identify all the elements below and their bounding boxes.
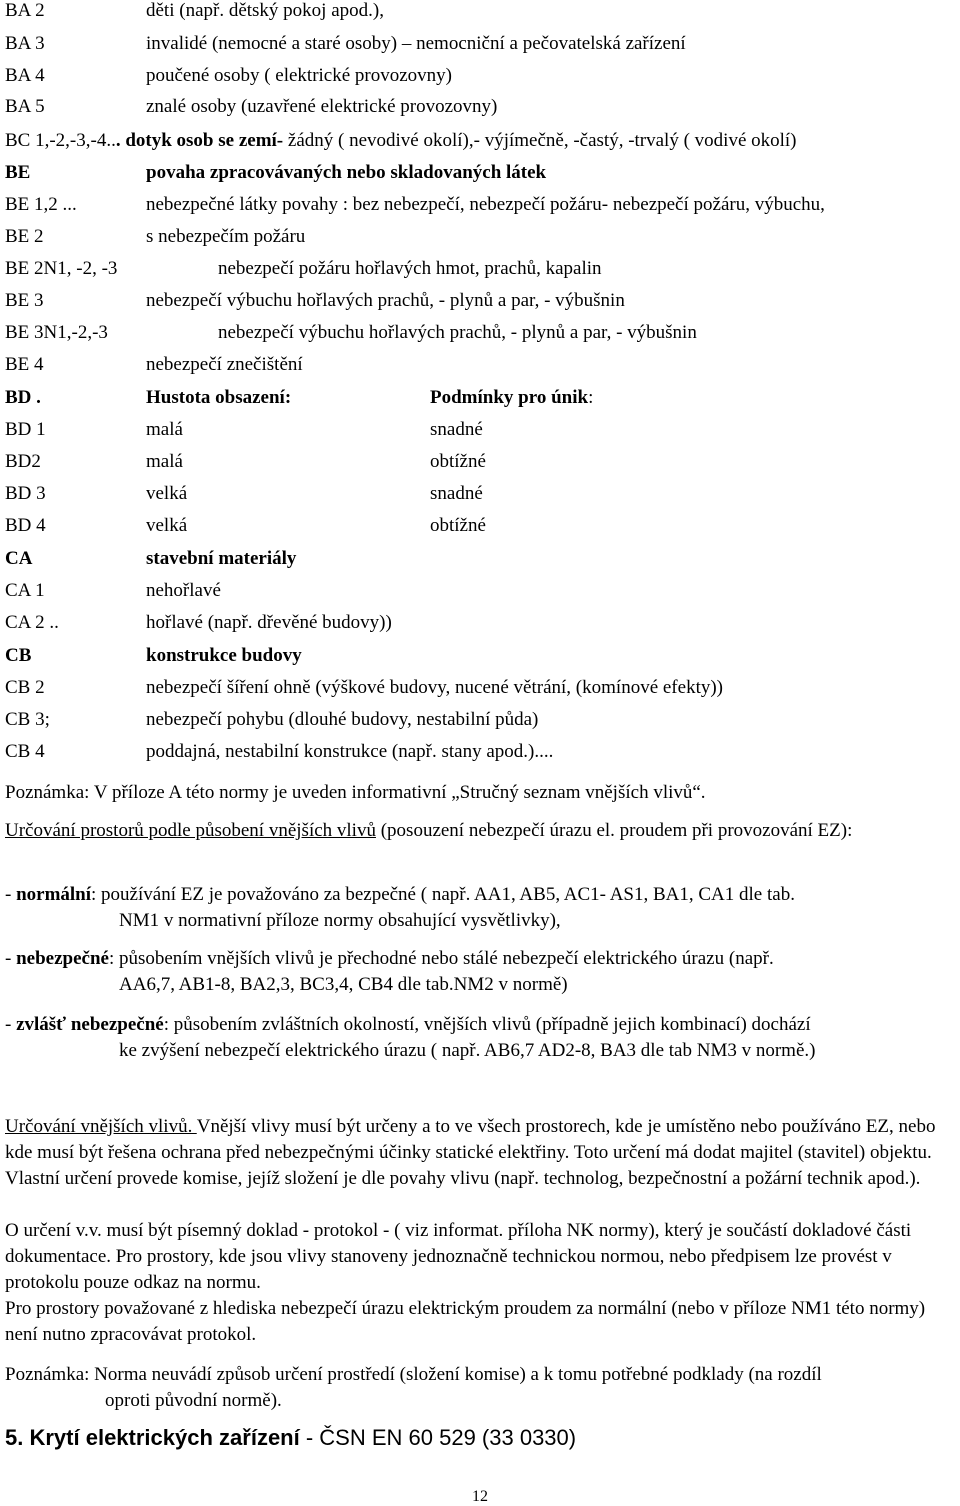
code-label: BD 1 bbox=[5, 419, 46, 440]
code-label: BD2 bbox=[5, 451, 41, 472]
column-header-density: Hustota obsazení: bbox=[146, 387, 292, 408]
term-normal: normální bbox=[16, 884, 92, 905]
table-row bbox=[0, 548, 960, 580]
description: povaha zpracovávaných nebo skladovaných látek bbox=[146, 162, 547, 183]
table-row bbox=[0, 419, 960, 451]
code-label: BE 2N1, -2, -3 bbox=[5, 258, 118, 279]
code-label: BD 4 bbox=[5, 515, 46, 536]
note-line: Poznámka: Norma neuvádí způsob určení prostředí (složení komise) a k tomu potřebné podklady (na rozdíl bbox=[5, 1364, 822, 1385]
item-text-cont: ke zvýšení nebezpečí elektrického úrazu ( např. AB6,7 AD2-8, BA3 dle tab NM3 v normě.) bbox=[119, 1040, 816, 1061]
description: znalé osoby (uzavřené elektrické provozovny) bbox=[146, 96, 498, 117]
column-header-escape bbox=[430, 387, 593, 409]
table-row bbox=[0, 645, 960, 677]
table-row bbox=[0, 709, 960, 741]
table-row bbox=[0, 387, 960, 419]
determination-heading: Určování prostorů podle působení vnějších vlivů bbox=[5, 820, 376, 841]
table-row bbox=[0, 354, 960, 386]
code-label: CB bbox=[5, 645, 32, 666]
table-row bbox=[0, 612, 960, 644]
table-row bbox=[0, 226, 960, 258]
code-label: BE 2 bbox=[5, 226, 44, 247]
description: poučené osoby ( elektrické provozovny) bbox=[146, 65, 453, 86]
code-label: CA 2 .. bbox=[5, 612, 59, 633]
table-row bbox=[0, 580, 960, 612]
table-row bbox=[0, 96, 960, 128]
paragraph-determination bbox=[5, 818, 955, 844]
item-dangerous bbox=[5, 946, 955, 998]
paragraph-external-influences bbox=[5, 1114, 955, 1192]
external-heading: Určování vnějších vlivů. bbox=[5, 1116, 197, 1137]
description: konstrukce budovy bbox=[146, 645, 302, 666]
table-row bbox=[0, 258, 960, 290]
table-row bbox=[0, 515, 960, 547]
description: nebezpečí šíření ohně (výškové budovy, nucené větrání, (komínové efekty)) bbox=[146, 677, 724, 698]
density-value: malá bbox=[146, 451, 183, 472]
item-normal bbox=[5, 882, 955, 934]
table-row bbox=[0, 33, 960, 65]
dash: - bbox=[5, 948, 17, 969]
code-label: BD 3 bbox=[5, 483, 46, 504]
code-label: CA bbox=[5, 548, 33, 569]
code-label: CB 4 bbox=[5, 741, 45, 762]
description-bold: . dotyk osob se zemí- bbox=[115, 130, 284, 151]
density-value: velká bbox=[146, 515, 188, 536]
section-standard: - ČSN EN 60 529 (33 0330) bbox=[299, 1425, 577, 1450]
section-title: Krytí elektrických zařízení bbox=[29, 1425, 300, 1450]
bc-row-text bbox=[5, 130, 797, 152]
description: nebezpečí výbuchu hořlavých prachů, - plynů a par, - výbušnin bbox=[218, 322, 697, 343]
description: invalidé (nemocné a staré osoby) – nemocniční a pečovatelská zařízení bbox=[146, 33, 686, 54]
description: žádný ( nevodivé okolí),- výjímečně, -častý, -trvalý ( vodivé okolí) bbox=[283, 130, 797, 151]
description: nehořlavé bbox=[146, 580, 221, 601]
code-label: BA 3 bbox=[5, 33, 45, 54]
table-row bbox=[0, 0, 960, 32]
dash: - bbox=[5, 1014, 17, 1035]
section-heading bbox=[5, 1425, 576, 1451]
escape-value: obtížné bbox=[430, 451, 486, 472]
code-label: BE bbox=[5, 162, 31, 183]
code-label: BE 3 bbox=[5, 290, 44, 311]
table-row bbox=[0, 162, 960, 194]
item-text: : působením vnějších vlivů je přechodné nebo stálé nebezpečí elektrického úrazu (např. bbox=[108, 948, 774, 969]
item-text: : používání EZ je považováno za bezpečné ( např. AA1, AB5, AC1- AS1, BA1, CA1 dle tab. bbox=[91, 884, 795, 905]
external-text: Vnější vlivy musí být určeny a to ve všech prostorech, kde je umístěno nebo používáno EZ, nebo kde musí být řešena ochrana před nebezpečnými účinky statické elektřiny. Toto určení má dodat majitel (stavitel) objektu. Vlastní určení provede komise, jejíž složení je dle povahy vlivu (např. technolog, bezpečnostní a požární technik apod.). bbox=[5, 1116, 936, 1189]
table-row bbox=[0, 65, 960, 97]
note-standard bbox=[5, 1362, 955, 1414]
table-row bbox=[0, 322, 960, 354]
paragraph-normal-spaces: Pro prostory považované z hlediska nebezpečí úrazu elektrickým proudem za normální (nebo v příloze NM1 této normy) není nutno zpracovávat protokol. bbox=[5, 1298, 926, 1345]
table-row bbox=[0, 483, 960, 515]
description: poddajná, nestabilní konstrukce (např. stany apod.).... bbox=[146, 741, 554, 762]
escape-value: snadné bbox=[430, 483, 483, 504]
code-label: CB 2 bbox=[5, 677, 45, 698]
description: nebezpečí znečištění bbox=[146, 354, 303, 375]
description: nebezpečí požáru hořlavých hmot, prachů, kapalin bbox=[218, 258, 602, 279]
note-annex: Poznámka: V příloze A této normy je uveden informativní „Stručný seznam vnějších vlivů“. bbox=[5, 782, 706, 803]
note-line-cont: oproti původní normě). bbox=[105, 1390, 282, 1411]
description: děti (např. dětský pokoj apod.), bbox=[146, 0, 384, 21]
column-header-escape-label: Podmínky pro únik bbox=[430, 387, 589, 408]
description: nebezpečí pohybu (dlouhé budovy, nestabilní půda) bbox=[146, 709, 539, 730]
description: nebezpečné látky povahy : bez nebezpečí, nebezpečí požáru- nebezpečí požáru, výbuchu, bbox=[146, 194, 825, 215]
paragraph-protocol: O určení v.v. musí být písemný doklad - protokol - ( viz informat. příloha NK normy), který je součástí dokladové části dokumentace. Pro prostory, kde jsou vlivy stanoveny jednoznačně technickou normou, nebo předpisem lze provést v protokolu pouze odkaz na normu. bbox=[5, 1220, 912, 1293]
code-label: BE 1,2 ... bbox=[5, 194, 77, 215]
description: hořlavé (např. dřevěné budovy)) bbox=[146, 612, 392, 633]
description: s nebezpečím požáru bbox=[146, 226, 306, 247]
table-row bbox=[0, 290, 960, 322]
table-row bbox=[0, 741, 960, 773]
code-label: CB 3; bbox=[5, 709, 50, 730]
term-dangerous: nebezpečné bbox=[16, 948, 109, 969]
table-row bbox=[0, 194, 960, 226]
column-header-escape-colon: : bbox=[588, 387, 594, 408]
density-value: malá bbox=[146, 419, 183, 440]
code-label: CA 1 bbox=[5, 580, 45, 601]
table-row bbox=[0, 451, 960, 483]
escape-value: snadné bbox=[430, 419, 483, 440]
table-row bbox=[0, 130, 960, 162]
dash: - bbox=[5, 884, 17, 905]
code-label: BA 4 bbox=[5, 65, 45, 86]
code-label: BA 5 bbox=[5, 96, 45, 117]
section-number: 5. bbox=[5, 1425, 24, 1450]
table-row bbox=[0, 677, 960, 709]
code-label: BE 3N1,-2,-3 bbox=[5, 322, 108, 343]
code-label: BE 4 bbox=[5, 354, 44, 375]
item-text-cont: AA6,7, AB1-8, BA2,3, BC3,4, CB4 dle tab.NM2 v normě) bbox=[119, 974, 568, 995]
escape-value: obtížné bbox=[430, 515, 486, 536]
item-text-cont: NM1 v normativní příloze normy obsahující vysvětlivky), bbox=[119, 910, 561, 931]
page-number: 12 bbox=[472, 1488, 488, 1505]
density-value: velká bbox=[146, 483, 188, 504]
description: stavební materiály bbox=[146, 548, 297, 569]
term-special: zvlášť nebezpečné bbox=[16, 1014, 164, 1035]
code-label: BA 2 bbox=[5, 0, 45, 21]
item-special bbox=[5, 1012, 955, 1064]
description: nebezpečí výbuchu hořlavých prachů, - plynů a par, - výbušnin bbox=[146, 290, 625, 311]
determination-text: (posouzení nebezpečí úrazu el. proudem při provozování EZ): bbox=[375, 820, 853, 841]
code-label: BD . bbox=[5, 387, 41, 408]
code-label: BC 1,-2,-3,-4.. bbox=[5, 130, 116, 151]
item-text: : působením zvláštních okolností, vnějších vlivů (případně jejich kombinací) dochází bbox=[163, 1014, 811, 1035]
